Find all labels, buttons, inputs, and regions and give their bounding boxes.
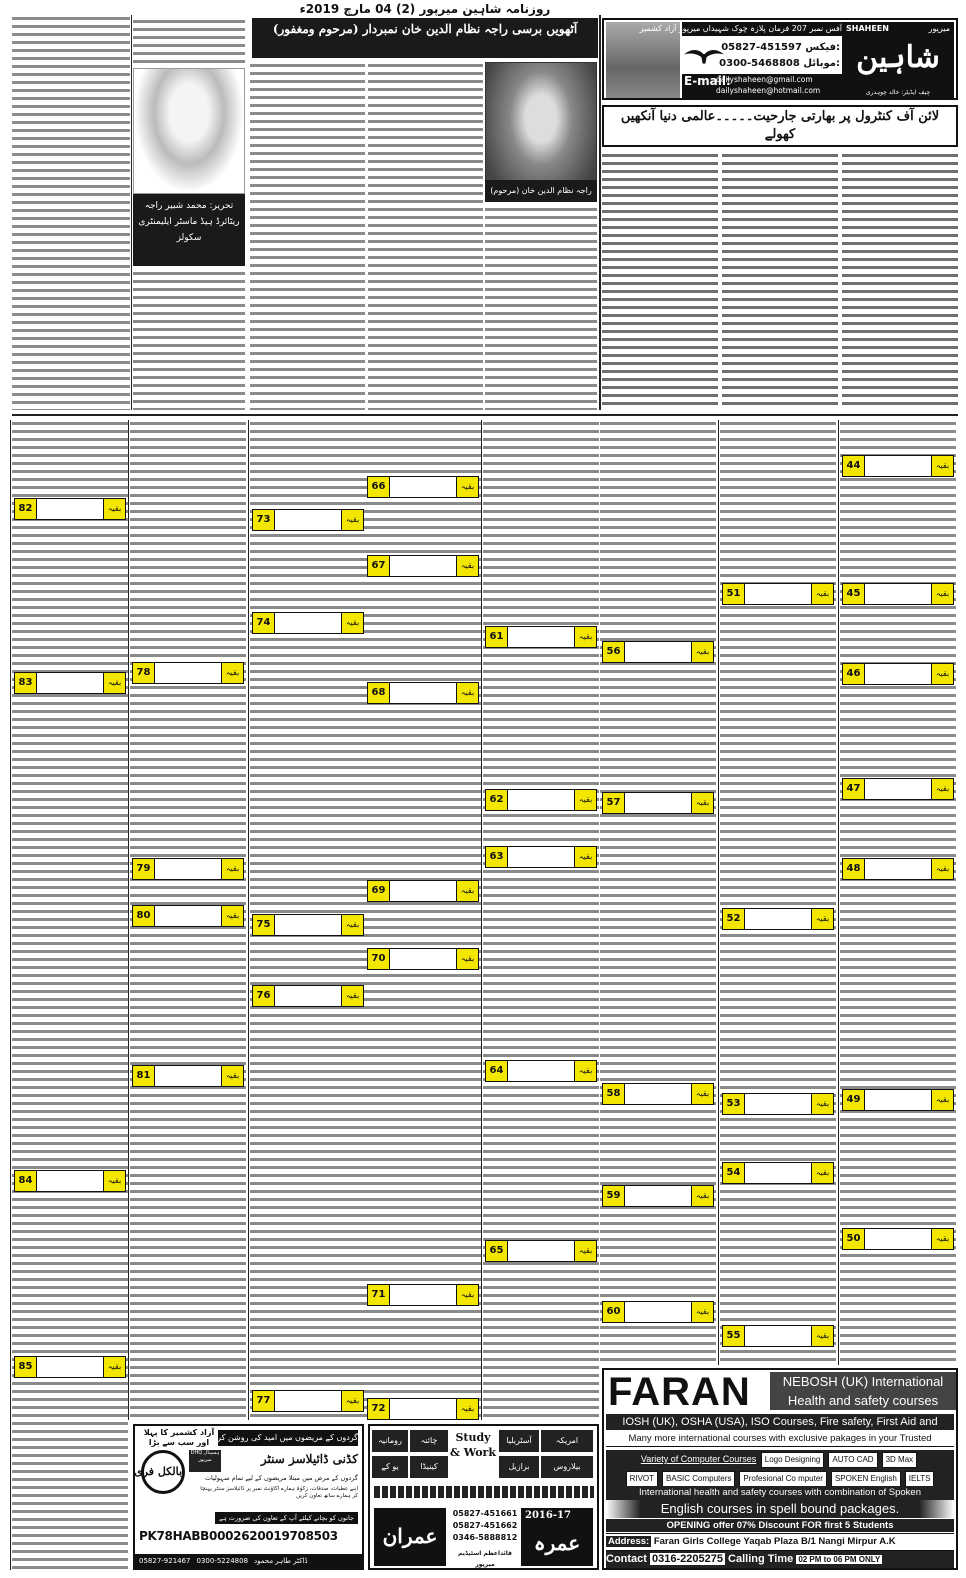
masthead-contact xyxy=(639,22,842,98)
facilities-text: گردوں کے مرض میں مبتلا مریضوں کے لیے تمام سہولیات xyxy=(204,1474,358,1482)
title-line: NEBOSH (UK) International xyxy=(782,1374,944,1389)
continuation-label: بقیہ xyxy=(103,1357,125,1377)
mobile-number: 0300-5468808 xyxy=(719,58,800,69)
continuation-box xyxy=(602,792,714,814)
continuation-number: 84 xyxy=(15,1171,37,1191)
continuation-number: 63 xyxy=(486,847,508,867)
continuation-box xyxy=(367,1284,479,1306)
continuation-number: 81 xyxy=(133,1066,155,1086)
course-chip: AUTO CAD xyxy=(828,1452,877,1468)
continuation-box xyxy=(367,948,479,970)
continuation-label: بقیہ xyxy=(456,881,478,901)
continuation-number: 66 xyxy=(368,477,390,497)
continuation-box xyxy=(367,555,479,577)
photo-caption: راجہ نظام الدین خان (مرحوم) xyxy=(485,180,597,202)
country: امریکہ xyxy=(541,1430,593,1452)
continuation-label: بقیہ xyxy=(574,790,596,810)
continuation-number: 71 xyxy=(368,1285,390,1305)
country: آسٹریلیا xyxy=(499,1430,539,1452)
column-divider xyxy=(131,15,132,410)
column-divider xyxy=(128,420,129,1420)
ad-footer xyxy=(135,1554,362,1568)
office-address: آفس نمبر 207 فرمان پلازہ چوک شہیداں میرپور آزاد کشمیر xyxy=(682,22,842,36)
continuation-label: بقیہ xyxy=(341,1391,363,1411)
account-number: PK78HABB0002620019708503 xyxy=(139,1529,338,1543)
continuation-label: بقیہ xyxy=(456,1285,478,1305)
chief-editor: چیف ایڈیٹر: خالد چوہدری xyxy=(865,89,931,96)
continuation-number: 52 xyxy=(723,909,745,929)
country: رومانیہ xyxy=(372,1430,408,1452)
continuation-box xyxy=(367,476,479,498)
editorial-text xyxy=(842,152,958,410)
section-divider xyxy=(12,414,958,416)
continuation-number: 68 xyxy=(368,683,390,703)
editorial-text xyxy=(722,152,838,410)
continuation-label: بقیہ xyxy=(811,1326,833,1346)
fax-line xyxy=(721,42,840,53)
continuation-box xyxy=(14,1356,126,1378)
continuation-box xyxy=(485,789,597,811)
continuation-number: 67 xyxy=(368,556,390,576)
continuation-label: بقیہ xyxy=(811,584,833,604)
continuation-label: بقیہ xyxy=(931,584,953,604)
need-text: جانوں کو بچانے کیلئے آپ کے تعاون کی ضرورت ہے xyxy=(215,1512,358,1524)
continuation-label: بقیہ xyxy=(103,1171,125,1191)
column-divider xyxy=(838,420,839,1365)
umrah-label: عمرہ xyxy=(533,1531,581,1555)
continuation-number: 73 xyxy=(253,510,275,530)
phone: 05827-451662 xyxy=(452,1521,518,1530)
continuation-box xyxy=(842,455,954,477)
course-chip: 3D Max xyxy=(882,1452,918,1468)
continuation-number: 78 xyxy=(133,663,155,683)
continuation-number: 58 xyxy=(603,1084,625,1104)
continuation-box xyxy=(722,1325,834,1347)
continuation-label: بقیہ xyxy=(221,906,243,926)
country: چائنہ xyxy=(410,1430,448,1452)
fax-label: فیکس: xyxy=(805,42,840,53)
logo-name: شاہین xyxy=(856,40,940,75)
continuation-label: بقیہ xyxy=(811,1163,833,1183)
email-box xyxy=(682,74,842,98)
logo-english: SHAHEEN xyxy=(846,24,889,33)
article-text xyxy=(133,270,245,410)
courses-line: IOSH (UK), OSHA (USA), ISO Courses, Fire safety, First Aid and xyxy=(606,1414,954,1430)
article-headline: آٹھویں برسی راجہ نظام الدین خان نمبردار (مرحوم ومغفور) xyxy=(252,18,598,58)
continuation-label: بقیہ xyxy=(103,499,125,519)
continuation-box xyxy=(602,1301,714,1323)
continuation-box xyxy=(367,880,479,902)
continuation-number: 45 xyxy=(843,584,865,604)
continuation-number: 56 xyxy=(603,642,625,662)
continuation-label: بقیہ xyxy=(456,949,478,969)
article-text xyxy=(133,18,245,66)
offer-text: OPENING offer 07% Discount FOR first 5 Students xyxy=(606,1519,954,1532)
phone: 05827-451661 xyxy=(452,1509,518,1518)
course-chip: SPOKEN English xyxy=(831,1471,901,1487)
continuation-box xyxy=(252,985,364,1007)
calling-time: 02 PM to 06 PM ONLY xyxy=(798,1555,881,1564)
course-chip: Logo Designing xyxy=(761,1452,825,1468)
continuation-box xyxy=(842,1089,954,1111)
continuation-box xyxy=(14,672,126,694)
phone: 05827-921467 xyxy=(139,1557,191,1565)
continuation-label: بقیہ xyxy=(341,986,363,1006)
continuation-box xyxy=(485,846,597,868)
column-divider xyxy=(248,420,249,1420)
continuation-box xyxy=(367,1398,479,1420)
continuation-box xyxy=(252,914,364,936)
continuation-box xyxy=(842,1228,954,1250)
course-chip: BASIC Computers xyxy=(662,1471,735,1487)
continuation-box xyxy=(842,778,954,800)
continuation-box xyxy=(132,662,244,684)
author-title: ریٹائرڈ ہیڈ ماسٹر ایلیمنٹری سکولز xyxy=(138,217,240,243)
email-gmail[interactable]: dailyshaheen@gmail.com xyxy=(716,75,813,84)
continuation-number: 61 xyxy=(486,627,508,647)
brand-name: عمران xyxy=(374,1508,446,1566)
continuation-number: 76 xyxy=(253,986,275,1006)
continuation-number: 60 xyxy=(603,1302,625,1322)
continuation-box xyxy=(602,641,714,663)
study-work-title: Study & Work xyxy=(450,1431,496,1459)
continuation-number: 72 xyxy=(368,1399,390,1419)
continuation-label: بقیہ xyxy=(456,683,478,703)
continuation-box xyxy=(842,858,954,880)
center-name: کڈنی ڈائیلاسز سنٹر xyxy=(260,1452,358,1466)
location: قائداعظم اسٹیڈیم میرپور xyxy=(458,1550,512,1568)
continuation-label: بقیہ xyxy=(931,1090,953,1110)
contact-label: Contact xyxy=(606,1553,647,1565)
news-column xyxy=(130,420,246,1420)
free-badge: بالکل فری xyxy=(141,1450,185,1494)
continuation-number: 59 xyxy=(603,1186,625,1206)
article-text xyxy=(250,62,365,410)
eagle-icon xyxy=(684,42,724,68)
continuation-label: بقیہ xyxy=(341,613,363,633)
continuation-label: بقیہ xyxy=(574,847,596,867)
continuation-number: 70 xyxy=(368,949,390,969)
continuation-box xyxy=(722,583,834,605)
news-column xyxy=(12,420,128,1570)
continuation-box xyxy=(722,908,834,930)
continuation-label: بقیہ xyxy=(691,642,713,662)
email-label: E-mail: xyxy=(684,74,731,88)
appeal-text: اپنے عطیات، صدقات، زکوٰۃ ہمارے اکاؤنٹ نمبر پر ڈائیلاسز سنٹر پہنچا کر ہمارے ساتھ تعاون کریں xyxy=(200,1486,358,1499)
phone: 0346-5888812 xyxy=(452,1533,518,1542)
umrah-box xyxy=(521,1508,593,1566)
continuation-box xyxy=(132,1065,244,1087)
continuation-number: 82 xyxy=(15,499,37,519)
continuation-number: 69 xyxy=(368,881,390,901)
news-column xyxy=(600,420,716,1365)
continuation-number: 44 xyxy=(843,456,865,476)
editorial-text xyxy=(602,152,718,410)
author-caption xyxy=(133,194,245,266)
continuation-number: 47 xyxy=(843,779,865,799)
country: برازیل xyxy=(499,1456,539,1478)
continuation-label: بقیہ xyxy=(221,663,243,683)
column-divider xyxy=(10,420,11,1570)
continuation-box xyxy=(252,1390,364,1412)
ad-banner-text xyxy=(374,1486,594,1498)
date-line: روزنامہ شاہین میرپور (2) 04 مارچ 2019ء xyxy=(299,2,551,16)
continuation-label: بقیہ xyxy=(691,793,713,813)
author-photo xyxy=(133,68,245,194)
continuation-number: 46 xyxy=(843,664,865,684)
continuation-number: 80 xyxy=(133,906,155,926)
continuation-box xyxy=(842,583,954,605)
hospital-badge: DHQ ہسپتال میرپور xyxy=(189,1450,221,1472)
phone: 0300-5224808 xyxy=(196,1557,249,1565)
news-column xyxy=(483,420,599,1420)
course-chip: IELTS xyxy=(905,1471,935,1487)
continuation-box xyxy=(722,1093,834,1115)
continuation-label: بقیہ xyxy=(811,1094,833,1114)
continuation-label: بقیہ xyxy=(456,1399,478,1419)
continuation-number: 55 xyxy=(723,1326,745,1346)
left-column-text xyxy=(12,15,130,410)
title-line: Health and safety courses xyxy=(787,1393,939,1408)
continuation-number: 51 xyxy=(723,584,745,604)
newspaper-logo xyxy=(842,22,954,98)
continuation-box xyxy=(367,682,479,704)
address: Faran Girls College Yaqab Plaza B/1 Nangi Mirpur A.K xyxy=(653,1536,896,1547)
continuation-label: بقیہ xyxy=(574,1241,596,1261)
continuation-box xyxy=(14,1170,126,1192)
continuation-number: 77 xyxy=(253,1391,275,1411)
continuation-label: بقیہ xyxy=(691,1302,713,1322)
continuation-box xyxy=(485,1240,597,1262)
continuation-box xyxy=(14,498,126,520)
continuation-box xyxy=(722,1162,834,1184)
logo-city: میرپور xyxy=(928,24,950,33)
editorial-headline: لائن آف کنٹرول پر بھارتی جارحیت۔۔۔۔۔عالمی دنیا آنکھیں کھولے xyxy=(602,105,958,147)
news-column xyxy=(250,420,366,1420)
country: بیلاروس xyxy=(541,1456,593,1478)
continuation-number: 75 xyxy=(253,915,275,935)
kidney-dialysis-ad xyxy=(133,1424,364,1570)
courses-line: English courses in spell bound packages. xyxy=(606,1500,954,1518)
continuation-number: 65 xyxy=(486,1241,508,1261)
column-divider xyxy=(718,420,719,1365)
continuation-box xyxy=(842,663,954,685)
computer-label: Variety of Computer Courses xyxy=(640,1454,757,1464)
continuation-number: 50 xyxy=(843,1229,865,1249)
news-column xyxy=(840,420,956,1365)
continuation-label: بقیہ xyxy=(456,477,478,497)
continuation-box xyxy=(485,626,597,648)
faran-courses-ad xyxy=(602,1368,958,1570)
continuation-label: بقیہ xyxy=(341,510,363,530)
continuation-box xyxy=(132,858,244,880)
continuation-box xyxy=(602,1185,714,1207)
continuation-box xyxy=(602,1083,714,1105)
continuation-number: 64 xyxy=(486,1061,508,1081)
continuation-number: 62 xyxy=(486,790,508,810)
continuation-label: بقیہ xyxy=(931,1229,953,1249)
mobile-label: موبائل: xyxy=(803,58,840,69)
contact-phone: 0316-2205275 xyxy=(652,1553,723,1565)
faran-logo: FARAN xyxy=(608,1370,751,1414)
mobile-line xyxy=(719,58,840,69)
continuation-number: 53 xyxy=(723,1094,745,1114)
calling-label: Calling Time xyxy=(728,1553,794,1565)
continuation-box xyxy=(485,1060,597,1082)
contact-name: ڈاکٹر طاہر محمود xyxy=(254,1557,308,1565)
address-label: Address: xyxy=(608,1536,650,1547)
continuation-number: 54 xyxy=(723,1163,745,1183)
course-chip: RIVOT xyxy=(626,1471,658,1487)
continuation-number: 57 xyxy=(603,793,625,813)
continuation-label: بقیہ xyxy=(341,915,363,935)
continuation-label: بقیہ xyxy=(691,1186,713,1206)
continuation-box xyxy=(252,509,364,531)
continuation-label: بقیہ xyxy=(221,859,243,879)
continuation-label: بقیہ xyxy=(456,556,478,576)
course-chip: Profesional Co mputer xyxy=(739,1471,827,1487)
continuation-label: بقیہ xyxy=(931,859,953,879)
masthead xyxy=(602,18,958,100)
study-work-ad xyxy=(368,1424,599,1570)
continuation-number: 74 xyxy=(253,613,275,633)
continuation-label: بقیہ xyxy=(931,664,953,684)
continuation-box xyxy=(132,905,244,927)
continuation-label: بقیہ xyxy=(221,1066,243,1086)
ad-headline: گردوں کے مریضوں میں امید کی روشن کرن xyxy=(218,1430,358,1446)
column-divider xyxy=(599,15,601,410)
continuation-number: 79 xyxy=(133,859,155,879)
continuation-label: بقیہ xyxy=(691,1084,713,1104)
article-text xyxy=(368,62,483,410)
continuation-number: 48 xyxy=(843,859,865,879)
continuation-label: بقیہ xyxy=(574,627,596,647)
news-column xyxy=(720,420,836,1365)
continuation-number: 85 xyxy=(15,1357,37,1377)
continuation-label: بقیہ xyxy=(811,909,833,929)
continuation-box xyxy=(252,612,364,634)
ad-tagline: آزاد کشمیر کا پہلا اور سب سے بڑا xyxy=(143,1428,215,1447)
continuation-number: 49 xyxy=(843,1090,865,1110)
courses-line: International health and safety courses with combination of Spoken xyxy=(606,1486,954,1500)
continuation-number: 83 xyxy=(15,673,37,693)
fax-number: 05827-451597 xyxy=(721,42,802,53)
article-text xyxy=(485,206,597,410)
country: یو کے xyxy=(372,1456,408,1478)
continuation-label: بقیہ xyxy=(931,456,953,476)
column-divider xyxy=(481,420,482,1420)
country: کینیڈا xyxy=(410,1456,448,1478)
author-name: تحریر: محمد شبیر راجہ xyxy=(144,201,234,211)
email-hotmail[interactable]: dailyshaheen@hotmail.com xyxy=(716,86,821,95)
news-column xyxy=(365,420,481,1420)
continuation-label: بقیہ xyxy=(103,673,125,693)
courses-line: Many more international courses with exclusive pakages in your Trusted xyxy=(606,1432,954,1447)
continuation-label: بقیہ xyxy=(574,1061,596,1081)
continuation-label: بقیہ xyxy=(931,779,953,799)
year: 2016-17 xyxy=(525,1510,571,1521)
